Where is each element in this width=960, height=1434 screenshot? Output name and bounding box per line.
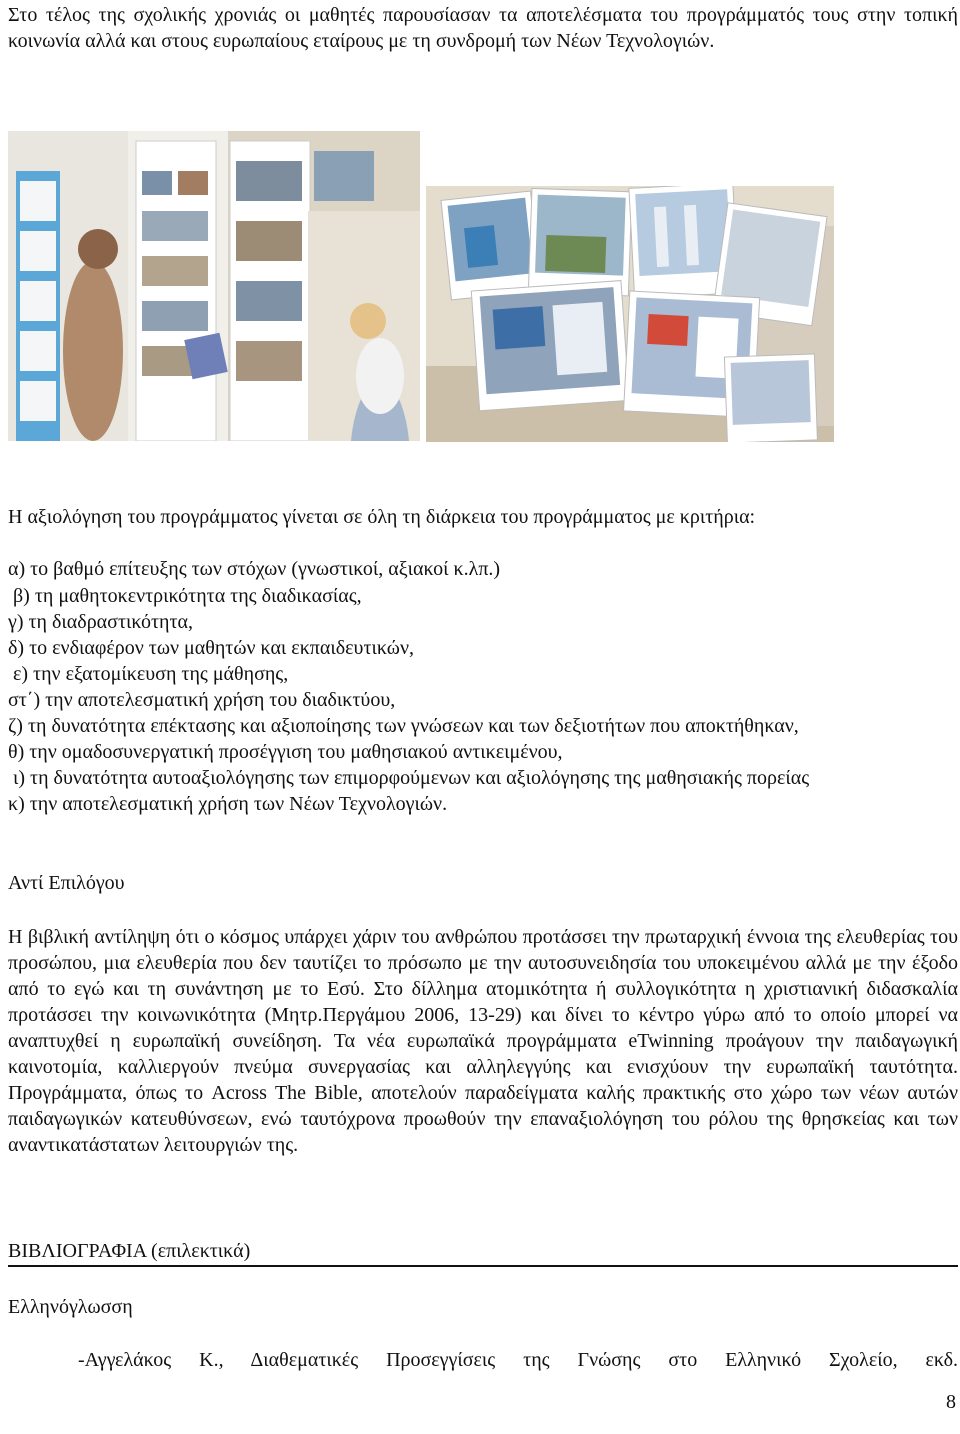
polaroid-collage-photo [426, 186, 834, 442]
bibliography-heading: ΒΙΒΛΙΟΓΡΑΦΙΑ (επιλεκτικά) [8, 1240, 251, 1262]
exhibition-boards-photo [8, 131, 420, 441]
epilogue-heading: Αντί Επιλόγου [8, 872, 125, 894]
criterion-iota: ι) τη δυνατότητα αυτοαξιολόγησης των επιμορφούμενων και αξιολόγησης της μαθησιακής πορείας [8, 767, 810, 789]
bibliography-subheading: Ελληνόγλωσση [8, 1296, 133, 1318]
criterion-alpha: α) το βαθμό επίτευξης των στόχων (γνωστικοί, αξιακοί κ.λπ.) [8, 558, 501, 580]
criterion-beta: β) τη μαθητοκεντρικότητα της διαδικασίας, [8, 585, 362, 607]
criterion-stigma: στ΄) την αποτελεσματική χρήση του διαδικτύου, [8, 689, 396, 711]
bibliography-entry: -Αγγελάκος Κ., Διαθεματικές Προσεγγίσεις της Γνώσης στο Ελληνικό Σχολείο, εκδ. [78, 1349, 958, 1371]
epilogue-paragraph: Η βιβλική αντίληψη ότι ο κόσμος υπάρχει χάριν του ανθρώπου προτάσσει την πρωταρχική έννοια της ελευθερίας του προσώπου, μια ελευθερία που δεν ταυτίζει το πρόσωπο με την αυτοσυνειδησία του υποκειμένου αλλά με την έξοδο από το εγώ και τη συνάντηση με το Εσύ. Στο δίλλημα ατομικότητα ή συλλογικότητα η χριστιανική διδασκαλία προτάσσει την κοινωνικότητα (Μητρ.Περγάμου 2006, 13-29) και δίνει το κέντρο γύρω από το οποίο μπορεί να αναπτυχθεί η ευρωπαϊκή συνείδηση. Τα νέα ευρωπαϊκά προγράμματα eTwinning προάγουν την παιδαγωγική καινοτομία, καλλιεργούν πνεύμα συνεργασίας και αλληλεγγύης και ενισχύουν την ευρωπαϊκή ταυτότητα. Προγράμματα, όπως το Across The Bible, αποτελούν παραδείγματα καλής πρακτικής στο χώρο των νέων αυτών παιδαγωγικών κατευθύνσεων, ενώ ταυτόχρονα προωθούν την επαναξιολόγηση του ρόλου της θρησκείας και των αναντικατάστατων λειτουργιών της. [8, 926, 958, 1156]
criterion-epsilon: ε) την εξατομίκευση της μάθησης, [8, 663, 289, 685]
criterion-theta: θ) την ομαδοσυνεργατική προσέγγιση του μαθησιακού αντικειμένου, [8, 741, 563, 763]
criterion-kappa: κ) την αποτελεσματική χρήση των Νέων Τεχνολογιών. [8, 793, 448, 815]
evaluation-intro: Η αξιολόγηση του προγράμματος γίνεται σε όλη τη διάρκεια του προγράμματος με κριτήρια: [8, 506, 756, 528]
criterion-zeta: ζ) τη δυνατότητα επέκτασης και αξιοποίησης των γνώσεων και των δεξιοτήτων που αποκτήθηκαν, [8, 715, 799, 737]
criterion-gamma: γ) τη διαδραστικότητα, [8, 611, 194, 633]
page-number: 8 [946, 1391, 956, 1413]
criterion-delta: δ) το ενδιαφέρον των μαθητών και εκπαιδευτικών, [8, 637, 414, 659]
intro-paragraph: Στο τέλος της σχολικής χρονιάς οι μαθητές παρουσίασαν τα αποτελέσματα του προγράμματός τους στην τοπική κοινωνία αλλά και στους ευρωπαίους εταίρους με τη συνδρομή των Νέων Τεχνολογιών. [8, 4, 958, 52]
bibliography-rule [8, 1265, 958, 1267]
